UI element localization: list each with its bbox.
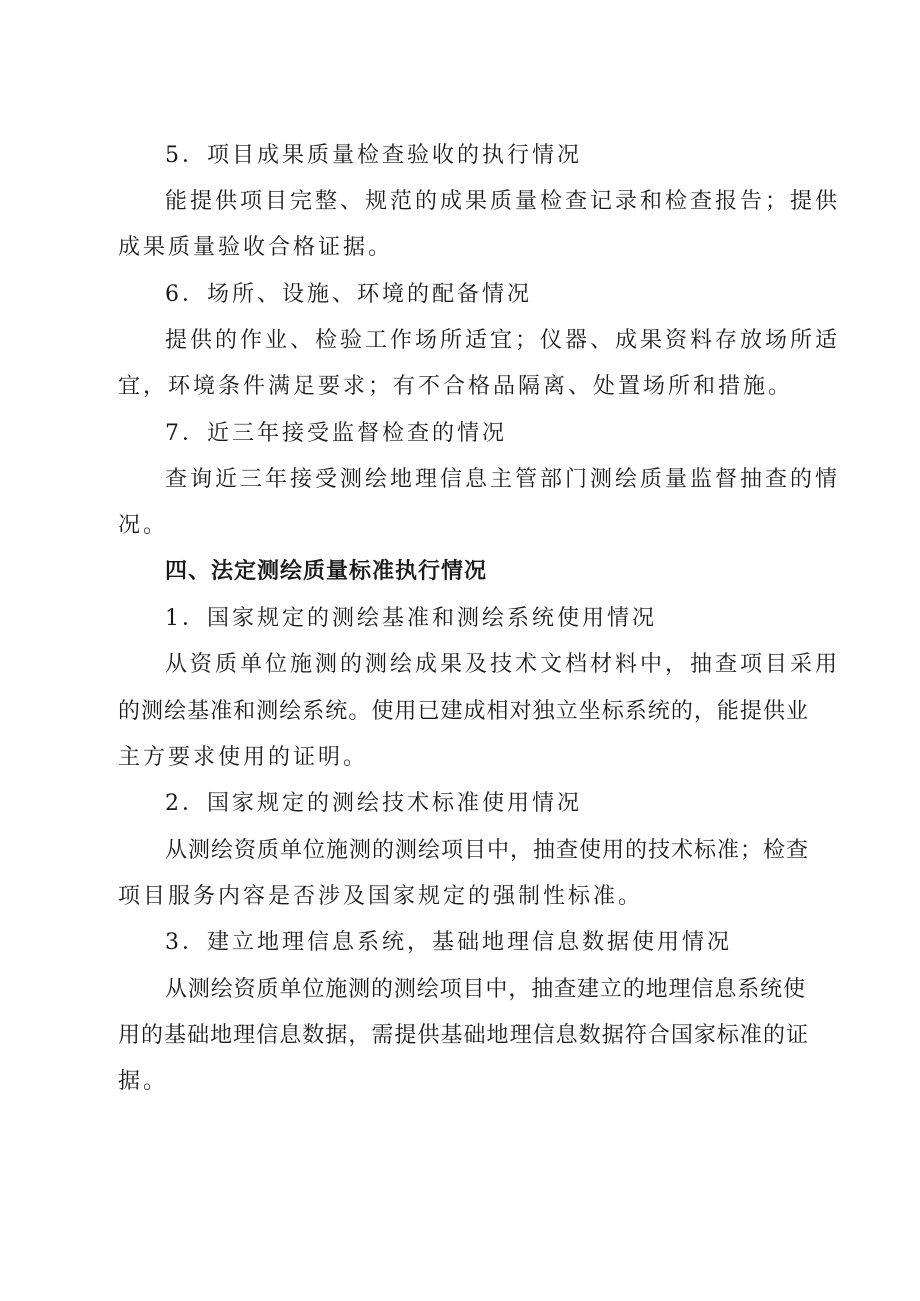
paragraph-line: 用的基础地理信息数据，需提供基础地理信息数据符合国家标准的证 <box>118 1023 808 1048</box>
paragraph-line: 从测绘资质单位施测的测绘项目中，抽查建立的地理信息系统使 <box>165 977 805 1002</box>
item-6-heading: 6．场所、设施、环境的配备情况 <box>165 282 532 307</box>
paragraph-line: 能提供项目完整、规范的成果质量检查记录和检查报告；提供 <box>165 189 841 214</box>
paragraph-line: 的测绘基准和测绘系统。使用已建成相对独立坐标系统的，能提供业 <box>118 699 808 724</box>
item-2-heading: 2．国家规定的测绘技术标准使用情况 <box>165 791 582 816</box>
item-3-heading: 3．建立地理信息系统，基础地理信息数据使用情况 <box>165 930 732 955</box>
item-7-heading: 7．近三年接受监督检查的情况 <box>165 421 507 446</box>
paragraph-line: 从资质单位施测的测绘成果及技术文档材料中，抽查项目采用 <box>165 652 841 677</box>
item-5-heading: 5．项目成果质量检查验收的执行情况 <box>165 143 582 168</box>
paragraph-line: 况。 <box>118 513 169 538</box>
paragraph-line: 从测绘资质单位施测的测绘项目中，抽查使用的技术标准；检查 <box>165 838 810 863</box>
paragraph-line: 成果质量验收合格证据。 <box>118 235 394 260</box>
paragraph-line: 查询近三年接受测绘地理信息主管部门测绘质量监督抽查的情 <box>165 467 841 492</box>
paragraph-line: 主方要求使用的证明。 <box>118 745 369 770</box>
paragraph-line: 项目服务内容是否涉及国家规定的强制性标准。 <box>118 884 644 909</box>
section-heading: 四、法定测绘质量标准执行情况 <box>165 559 488 584</box>
paragraph-line: 提供的作业、检验工作场所适宜；仪器、成果资料存放场所适 <box>165 328 841 353</box>
paragraph-line: 据。 <box>118 1069 169 1094</box>
paragraph-line: 宜，环境条件满足要求；有不合格品隔离、处置场所和措施。 <box>118 374 794 399</box>
item-1-heading: 1．国家规定的测绘基准和测绘系统使用情况 <box>165 606 657 631</box>
